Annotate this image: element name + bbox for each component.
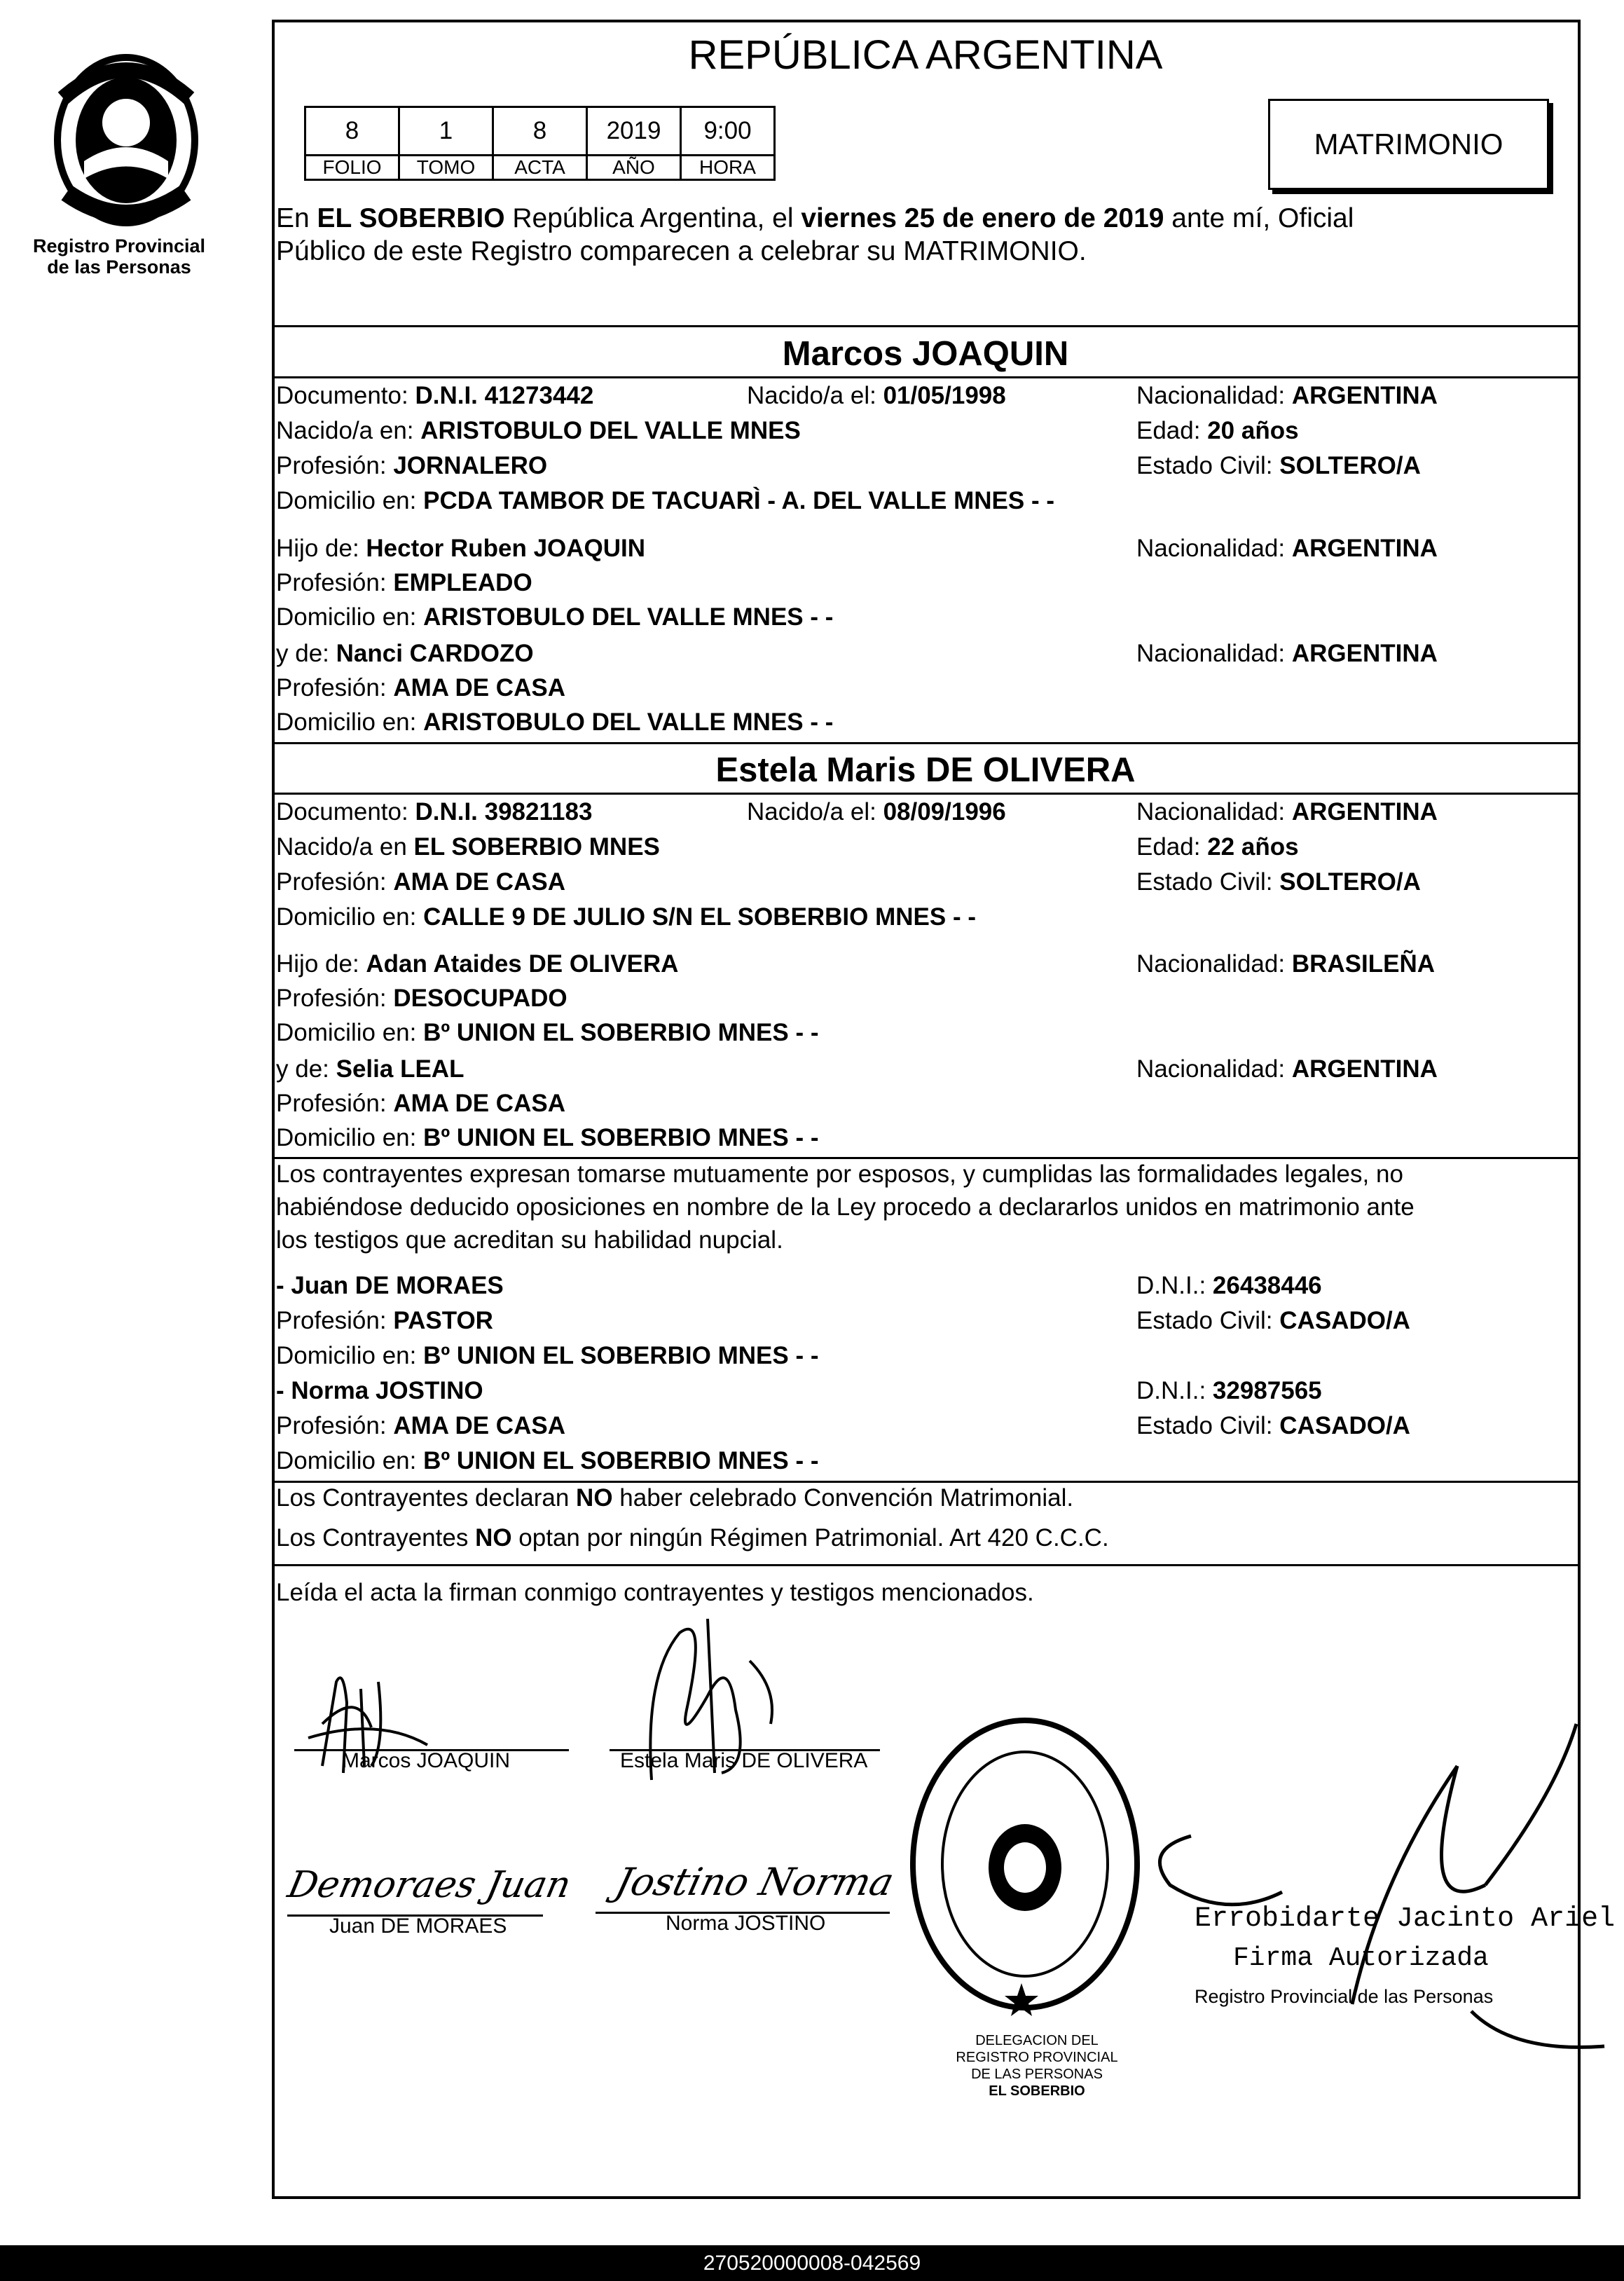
- spouse1-age: Edad: 20 años: [1136, 417, 1299, 444]
- spouse2-birthplace: Nacido/a en EL SOBERBIO MNES: [276, 833, 660, 861]
- divider: [273, 1157, 1578, 1159]
- stamp-text: DELEGACION DEL REGISTRO PROVINCIAL DE LAS PERSONAS EL SOBERBIO: [956, 2033, 1118, 2099]
- convention-line-1: Los Contrayentes declaran NO haber celebrado Convención Matrimonial.: [276, 1484, 1074, 1512]
- spouse2-father-address: Domicilio en: Bº UNION EL SOBERBIO MNES - -: [276, 1019, 819, 1046]
- spouse1-birthplace: Nacido/a en: ARISTOBULO DEL VALLE MNES: [276, 417, 801, 444]
- tomo-label: TOMO: [399, 156, 493, 180]
- spouse1-father: Hijo de: Hector Ruben JOAQUIN: [276, 535, 646, 562]
- official-name: Errobidarte Jacinto Ariel: [1195, 1903, 1616, 1935]
- spouse2-mother: y de: Selia LEAL: [276, 1055, 465, 1083]
- intro-line-2: Público de este Registro comparecen a celebrar su MATRIMONIO.: [276, 236, 1087, 266]
- spouse2-document: Documento: D.N.I. 39821183: [276, 798, 593, 826]
- spouse2-birthdate: Nacido/a el: 08/09/1996: [747, 798, 1006, 826]
- spouse2-father-nationality: Nacionalidad: BRASILEÑA: [1136, 950, 1436, 978]
- folio-label: FOLIO: [305, 156, 399, 180]
- witness2-profession: Profesión: AMA DE CASA: [276, 1412, 565, 1439]
- tomo-value: 1: [399, 107, 493, 156]
- declaration-line-1: Los contrayentes expresan tomarse mutuamente por esposos, y cumplidas las formalidades legales, no: [276, 1160, 1403, 1188]
- anio-value: 2019: [587, 107, 681, 156]
- hora-label: HORA: [681, 156, 775, 180]
- witness2-address: Domicilio en: Bº UNION EL SOBERBIO MNES - -: [276, 1447, 819, 1474]
- signature-juan: Demoraes Juan: [284, 1864, 575, 1906]
- closing-statement: Leída el acta la firman conmigo contrayentes y testigos mencionados.: [276, 1579, 1034, 1606]
- witness2-civil-status: Estado Civil: CASADO/A: [1136, 1412, 1410, 1439]
- folio-value: 8: [305, 107, 399, 156]
- spouse2-mother-address: Domicilio en: Bº UNION EL SOBERBIO MNES - -: [276, 1124, 819, 1151]
- spouse2-address: Domicilio en: CALLE 9 DE JULIO S/N EL SOBERBIO MNES - -: [276, 903, 976, 931]
- declaration-line-2: habiéndose deducido oposiciones en nombre de la Ley procedo a declararlos unidos en matrimonio ante: [276, 1193, 1415, 1221]
- intro-line-1: En EL SOBERBIO República Argentina, el viernes 25 de enero de 2019 ante mí, Oficial: [276, 203, 1354, 233]
- witness1-civil-status: Estado Civil: CASADO/A: [1136, 1307, 1410, 1334]
- spouse1-mother: y de: Nanci CARDOZO: [276, 640, 534, 667]
- spouse2-age: Edad: 22 años: [1136, 833, 1299, 861]
- document-barcode-number: 270520000008-042569: [0, 2245, 1624, 2281]
- spouse2-father-profession: Profesión: DESOCUPADO: [276, 985, 567, 1012]
- act-type-box: [1268, 99, 1549, 190]
- spouse1-mother-profession: Profesión: AMA DE CASA: [276, 674, 565, 701]
- acta-value: 8: [493, 107, 587, 156]
- witness1-name: - Juan DE MORAES: [276, 1272, 504, 1299]
- spouse2-name: Estela Maris DE OLIVERA: [715, 751, 1136, 789]
- witness1-profession: Profesión: PASTOR: [276, 1307, 493, 1334]
- spouse1-father-profession: Profesión: EMPLEADO: [276, 569, 532, 596]
- signature-label-marcos: Marcos JOAQUIN: [342, 1749, 511, 1772]
- declaration-line-3: los testigos que acreditan su habilidad nupcial.: [276, 1226, 783, 1254]
- divider: [273, 793, 1578, 795]
- spouse1-profession: Profesión: JORNALERO: [276, 452, 548, 479]
- signature-label-juan: Juan DE MORAES: [329, 1914, 507, 1938]
- spouse2-mother-profession: Profesión: AMA DE CASA: [276, 1090, 565, 1117]
- act-type: MATRIMONIO: [1314, 128, 1503, 160]
- divider: [273, 1564, 1578, 1566]
- signature-official: [1121, 1710, 1611, 2081]
- witness2-name: - Norma JOSTINO: [276, 1377, 483, 1404]
- spouse1-mother-address: Domicilio en: ARISTOBULO DEL VALLE MNES - -: [276, 708, 834, 736]
- witness1-dni: D.N.I.: 26438446: [1136, 1272, 1322, 1299]
- spouse2-father: Hijo de: Adan Ataides DE OLIVERA: [276, 950, 679, 978]
- spouse1-nationality: Nacionalidad: ARGENTINA: [1136, 382, 1438, 409]
- document-title: REPÚBLICA ARGENTINA: [688, 32, 1163, 78]
- signature-norma: Jostino Norma: [611, 1860, 899, 1904]
- spouse1-birthdate: Nacido/a el: 01/05/1998: [747, 382, 1006, 409]
- acta-label: ACTA: [493, 156, 587, 180]
- official-stamp-icon: [902, 1710, 1148, 2018]
- spouse1-address: Domicilio en: PCDA TAMBOR DE TACUARÌ - A. DEL VALLE MNES - -: [276, 487, 1054, 514]
- signature-label-estela: Estela Maris DE OLIVERA: [620, 1749, 868, 1772]
- spouse1-civil-status: Estado Civil: SOLTERO/A: [1136, 452, 1421, 479]
- spouse1-father-nationality: Nacionalidad: ARGENTINA: [1136, 535, 1438, 562]
- spouse1-father-address: Domicilio en: ARISTOBULO DEL VALLE MNES - -: [276, 603, 834, 631]
- hora-value: 9:00: [681, 107, 775, 156]
- divider: [273, 325, 1578, 327]
- divider: [273, 742, 1578, 744]
- signature-label-norma: Norma JOSTINO: [666, 1912, 826, 1935]
- anio-label: AÑO: [587, 156, 681, 180]
- divider: [273, 1481, 1578, 1483]
- logo-caption: Registro Provincial de las Personas: [32, 235, 206, 278]
- province-seal-icon: [42, 49, 210, 231]
- convention-line-2: Los Contrayentes NO optan por ningún Régimen Patrimonial. Art 420 C.C.C.: [276, 1524, 1109, 1552]
- registry-logo: [28, 49, 210, 280]
- official-role: Firma Autorizada: [1233, 1943, 1489, 1973]
- spouse2-civil-status: Estado Civil: SOLTERO/A: [1136, 868, 1421, 896]
- official-org: Registro Provincial de las Personas: [1195, 1986, 1494, 2007]
- spouse2-profession: Profesión: AMA DE CASA: [276, 868, 565, 896]
- divider: [273, 376, 1578, 378]
- witness2-dni: D.N.I.: 32987565: [1136, 1377, 1322, 1404]
- spouse2-nationality: Nacionalidad: ARGENTINA: [1136, 798, 1438, 826]
- spouse1-name: Marcos JOAQUIN: [782, 335, 1069, 373]
- record-index-table: [304, 106, 776, 181]
- spouse1-document: Documento: D.N.I. 41273442: [276, 382, 594, 409]
- spouse1-mother-nationality: Nacionalidad: ARGENTINA: [1136, 640, 1438, 667]
- witness1-address: Domicilio en: Bº UNION EL SOBERBIO MNES - -: [276, 1342, 819, 1369]
- spouse2-mother-nationality: Nacionalidad: ARGENTINA: [1136, 1055, 1438, 1083]
